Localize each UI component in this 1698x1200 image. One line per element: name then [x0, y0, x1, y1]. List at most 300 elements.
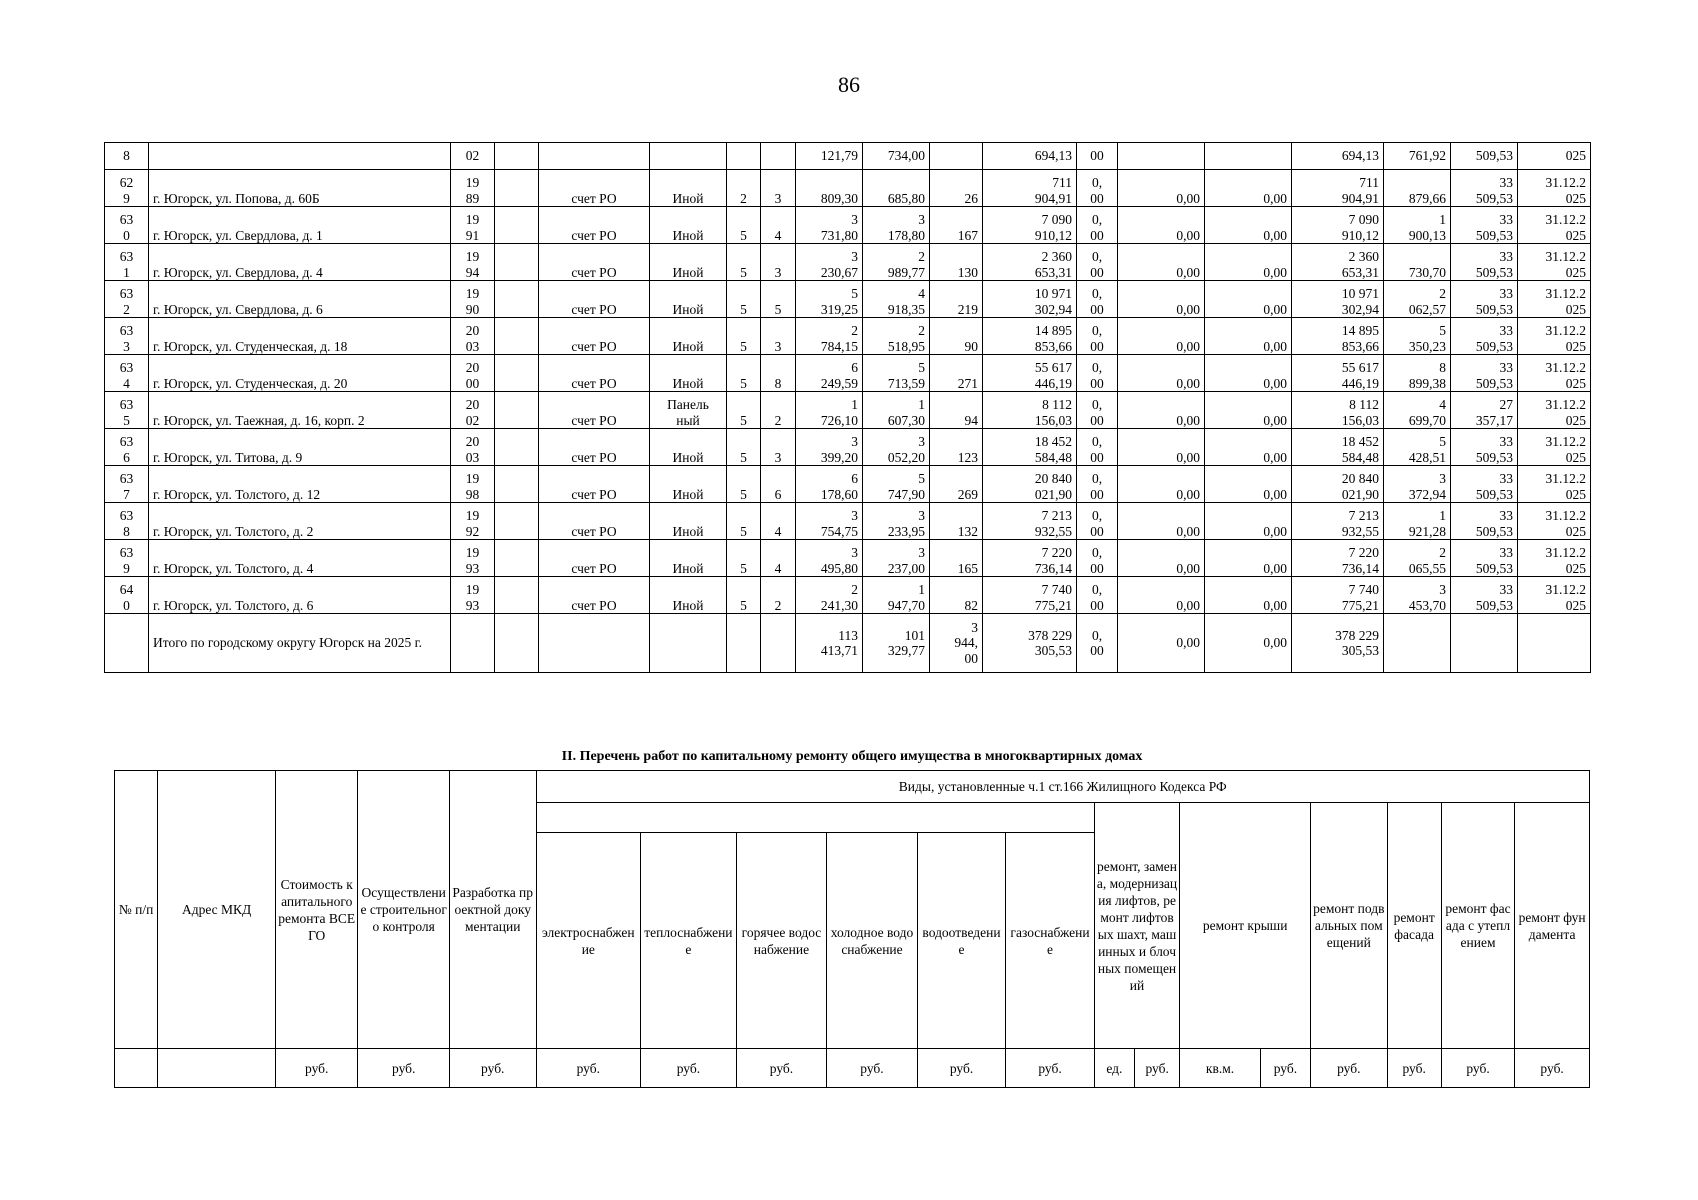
col-facade-header: ремонт фасада — [1387, 803, 1441, 1049]
unit-cell: руб. — [1006, 1049, 1095, 1088]
table-cell: 3 052,20 — [863, 429, 930, 466]
table-cell: 19 93 — [451, 577, 495, 614]
table-cell: 0,00 — [1118, 392, 1205, 429]
table-cell: Иной — [650, 207, 727, 244]
table-cell: 3 372,94 — [1384, 466, 1451, 503]
col-num-header: № п/п — [115, 771, 158, 1049]
col-foundation-header: ремонт фундамента — [1515, 803, 1590, 1049]
table-cell — [539, 614, 650, 673]
table-cell: г. Югорск, ул. Толстого, д. 6 — [149, 577, 451, 614]
table-cell: 0,00 — [1205, 281, 1292, 318]
table-cell: 4 — [761, 503, 796, 540]
table-cell: 31.12.2 025 — [1518, 207, 1591, 244]
table-cell: 31.12.2 025 — [1518, 540, 1591, 577]
table-cell: г. Югорск, ул. Таежная, д. 16, корп. 2 — [149, 392, 451, 429]
table-cell: 378 229 305,53 — [983, 614, 1077, 673]
table-cell: 20 03 — [451, 318, 495, 355]
table-cell: 90 — [930, 318, 983, 355]
table-cell: 10 971 302,94 — [1292, 281, 1384, 318]
unit-cell-blank — [115, 1049, 158, 1088]
table-cell: 3 495,80 — [796, 540, 863, 577]
table-cell: 33 509,53 — [1451, 244, 1518, 281]
table-cell: 5 350,23 — [1384, 318, 1451, 355]
table-row — [105, 466, 1591, 503]
table-cell: счет РО — [539, 281, 650, 318]
table-cell: 4 699,70 — [1384, 392, 1451, 429]
table-cell: счет РО — [539, 577, 650, 614]
unit-cell: ед. — [1094, 1049, 1134, 1088]
table-cell: 5 — [727, 318, 761, 355]
table-cell: 0, 00 — [1077, 318, 1118, 355]
table-cell: 33 509,53 — [1451, 503, 1518, 540]
table-cell: 123 — [930, 429, 983, 466]
table-cell: 3 230,67 — [796, 244, 863, 281]
col-construction-control-header: Осуществление строительного контроля — [358, 771, 450, 1049]
table-cell: 31.12.2 025 — [1518, 318, 1591, 355]
table-cell: 5 — [727, 503, 761, 540]
col-roof-header: ремонт крыши — [1180, 803, 1311, 1049]
table-cell: 63 4 — [105, 355, 149, 392]
table-cell: Иной — [650, 503, 727, 540]
table-cell: 711 904,91 — [1292, 170, 1384, 207]
col-address-header: Адрес МКД — [158, 771, 276, 1049]
table-cell: 2 360 653,31 — [1292, 244, 1384, 281]
table-cell: 20 02 — [451, 392, 495, 429]
table-cell: 63 9 — [105, 540, 149, 577]
table-cell: 5 — [761, 281, 796, 318]
table-cell: 8 112 156,03 — [983, 392, 1077, 429]
table-cell: 0,00 — [1118, 318, 1205, 355]
table-cell: 31.12.2 025 — [1518, 466, 1591, 503]
table-cell: 19 92 — [451, 503, 495, 540]
col-facade-insulation-header: ремонт фасада с утеплением — [1441, 803, 1514, 1049]
table-cell: 82 — [930, 577, 983, 614]
table-cell — [727, 143, 761, 170]
table-cell: Иной — [650, 170, 727, 207]
table-cell: 0,00 — [1118, 466, 1205, 503]
unit-cell: руб. — [1135, 1049, 1180, 1088]
table-cell: 33 509,53 — [1451, 207, 1518, 244]
table-cell: 31.12.2 025 — [1518, 503, 1591, 540]
table-cell: 2 065,55 — [1384, 540, 1451, 577]
table-cell — [1384, 614, 1451, 673]
table-cell: Панель ный — [650, 392, 727, 429]
table-cell: 2 989,77 — [863, 244, 930, 281]
table-cell: 5 713,59 — [863, 355, 930, 392]
table-cell: 63 2 — [105, 281, 149, 318]
table-cell: 879,66 — [1384, 170, 1451, 207]
table-cell — [495, 429, 539, 466]
table-cell: 02 — [451, 143, 495, 170]
table-cell: 0,00 — [1205, 170, 1292, 207]
table-cell: 2 360 653,31 — [983, 244, 1077, 281]
table-cell: 130 — [930, 244, 983, 281]
page-number: 86 — [838, 72, 860, 97]
table-cell: 6 178,60 — [796, 466, 863, 503]
table-cell: 694,13 — [1292, 143, 1384, 170]
table-cell: 14 895 853,66 — [1292, 318, 1384, 355]
table-cell: 5 — [727, 207, 761, 244]
table-cell: г. Югорск, ул. Толстого, д. 4 — [149, 540, 451, 577]
table-cell: 0, 00 — [1077, 577, 1118, 614]
table-cell: Иной — [650, 540, 727, 577]
table-row — [105, 503, 1591, 540]
table-cell: 0,00 — [1205, 577, 1292, 614]
col-drainage-header: водоотведение — [917, 833, 1006, 1049]
table-cell: 0,00 — [1118, 429, 1205, 466]
table-cell: 1 921,28 — [1384, 503, 1451, 540]
table-cell: счет РО — [539, 392, 650, 429]
table-cell — [1205, 143, 1292, 170]
table-cell: 3 233,95 — [863, 503, 930, 540]
table-cell: 269 — [930, 466, 983, 503]
table-cell: 64 0 — [105, 577, 149, 614]
table-cell: 2 — [727, 170, 761, 207]
table-cell: 0, 00 — [1077, 392, 1118, 429]
unit-cell: руб. — [1311, 1049, 1387, 1088]
table-row — [105, 540, 1591, 577]
table-cell: 19 91 — [451, 207, 495, 244]
table-cell: 0, 00 — [1077, 355, 1118, 392]
table-cell: 5 — [727, 244, 761, 281]
table-cell: 378 229 305,53 — [1292, 614, 1384, 673]
table-cell: счет РО — [539, 318, 650, 355]
table-cell — [495, 281, 539, 318]
table-cell: счет РО — [539, 540, 650, 577]
table-row — [105, 355, 1591, 392]
table-cell: 33 509,53 — [1451, 318, 1518, 355]
table-cell: 8 112 156,03 — [1292, 392, 1384, 429]
table-cell: г. Югорск, ул. Студенческая, д. 18 — [149, 318, 451, 355]
table-cell: 63 6 — [105, 429, 149, 466]
table-cell: 7 213 932,55 — [1292, 503, 1384, 540]
table-cell: 7 220 736,14 — [983, 540, 1077, 577]
table-cell: 31.12.2 025 — [1518, 170, 1591, 207]
table-cell: 5 — [727, 281, 761, 318]
table-cell — [1518, 614, 1591, 673]
table-cell: 2 062,57 — [1384, 281, 1451, 318]
table-cell: 1 900,13 — [1384, 207, 1451, 244]
table-cell: 165 — [930, 540, 983, 577]
col-elevators-header: ремонт, замена, модернизация лифтов, ремонт лифтовых шахт, машинных и блочных помещений — [1094, 803, 1180, 1049]
table-cell: 2 518,95 — [863, 318, 930, 355]
registry-table — [104, 142, 1591, 673]
table-cell: г. Югорск, ул. Толстого, д. 12 — [149, 466, 451, 503]
table-cell: 5 — [727, 540, 761, 577]
table-row — [105, 281, 1591, 318]
table-cell: 0,00 — [1118, 614, 1205, 673]
table-cell: счет РО — [539, 429, 650, 466]
table-cell: 4 — [761, 540, 796, 577]
table-cell: 63 1 — [105, 244, 149, 281]
table-row — [105, 392, 1591, 429]
table-cell: г. Югорск, ул. Толстого, д. 2 — [149, 503, 451, 540]
table-cell — [1118, 143, 1205, 170]
table-cell: Иной — [650, 244, 727, 281]
table-cell: 1 726,10 — [796, 392, 863, 429]
table-cell: 63 8 — [105, 503, 149, 540]
table-cell: 94 — [930, 392, 983, 429]
table-cell — [495, 143, 539, 170]
table-cell: 4 918,35 — [863, 281, 930, 318]
col-cold-water-header: холодное водоснабжение — [827, 833, 918, 1049]
table-cell: 20 840 021,90 — [1292, 466, 1384, 503]
table-cell: 694,13 — [983, 143, 1077, 170]
table-cell: 711 904,91 — [983, 170, 1077, 207]
table-cell: 27 357,17 — [1451, 392, 1518, 429]
table-cell: 809,30 — [796, 170, 863, 207]
table-cell: 0,00 — [1205, 355, 1292, 392]
table-cell: 167 — [930, 207, 983, 244]
table-row — [105, 207, 1591, 244]
table-cell: счет РО — [539, 466, 650, 503]
table-cell: 685,80 — [863, 170, 930, 207]
table-cell: 219 — [930, 281, 983, 318]
table-cell: 55 617 446,19 — [983, 355, 1077, 392]
table-cell — [495, 207, 539, 244]
table-cell — [930, 143, 983, 170]
table-cell: 31.12.2 025 — [1518, 281, 1591, 318]
table-cell: 0,00 — [1205, 503, 1292, 540]
table-cell — [105, 614, 149, 673]
table-cell: 33 509,53 — [1451, 577, 1518, 614]
table-cell: 31.12.2 025 — [1518, 244, 1591, 281]
table-cell: 5 — [727, 577, 761, 614]
table-cell: г. Югорск, ул. Титова, д. 9 — [149, 429, 451, 466]
table-cell: Иной — [650, 318, 727, 355]
works-table-title: II. Перечень работ по капитальному ремонту общего имущества в многоквартирных домах — [561, 749, 1143, 764]
col-hot-water-header: горячее водоснабжение — [736, 833, 827, 1049]
table-cell: 113 413,71 — [796, 614, 863, 673]
table-cell — [761, 143, 796, 170]
table-cell: 3 399,20 — [796, 429, 863, 466]
table-cell: 18 452 584,48 — [983, 429, 1077, 466]
table-cell: 63 0 — [105, 207, 149, 244]
table-cell: г. Югорск, ул. Студенческая, д. 20 — [149, 355, 451, 392]
table-cell: 3 — [761, 170, 796, 207]
table-row — [105, 244, 1591, 281]
col-heating-header: теплоснабжение — [641, 833, 737, 1049]
table-cell: счет РО — [539, 207, 650, 244]
table-cell — [539, 143, 650, 170]
table-cell: 00 — [1077, 143, 1118, 170]
table-row — [105, 429, 1591, 466]
unit-cell: руб. — [449, 1049, 536, 1088]
table-cell: 0,00 — [1118, 281, 1205, 318]
table-cell: 19 98 — [451, 466, 495, 503]
total-row — [105, 614, 1591, 673]
table-cell: 0,00 — [1205, 392, 1292, 429]
table-cell — [495, 392, 539, 429]
table-cell: Иной — [650, 429, 727, 466]
table-cell: 63 3 — [105, 318, 149, 355]
table-cell: 730,70 — [1384, 244, 1451, 281]
table-cell: 7 090 910,12 — [1292, 207, 1384, 244]
unit-cell: руб. — [736, 1049, 827, 1088]
table-cell: 8 — [105, 143, 149, 170]
table-cell: 33 509,53 — [1451, 355, 1518, 392]
table-cell: 26 — [930, 170, 983, 207]
table-cell: Иной — [650, 466, 727, 503]
table-cell: Иной — [650, 355, 727, 392]
unit-cell: руб. — [827, 1049, 918, 1088]
unit-cell: руб. — [536, 1049, 641, 1088]
table-cell: 3 — [761, 429, 796, 466]
col-group-header: Виды, установленные ч.1 ст.166 Жилищного Кодекса РФ — [536, 771, 1590, 803]
table-cell — [495, 170, 539, 207]
table-cell: 33 509,53 — [1451, 540, 1518, 577]
table-cell: 0, 00 — [1077, 614, 1118, 673]
table-cell — [495, 503, 539, 540]
table-cell: 0, 00 — [1077, 466, 1118, 503]
unit-cell: руб. — [1441, 1049, 1514, 1088]
table-cell: 31.12.2 025 — [1518, 429, 1591, 466]
table-cell: 025 — [1518, 143, 1591, 170]
table-cell: 0,00 — [1205, 429, 1292, 466]
table-cell: 7 740 775,21 — [1292, 577, 1384, 614]
table-cell: г. Югорск, ул. Свердлова, д. 1 — [149, 207, 451, 244]
table-cell: 0,00 — [1205, 244, 1292, 281]
table-cell: 0,00 — [1205, 207, 1292, 244]
table-cell: 33 509,53 — [1451, 466, 1518, 503]
table-cell: счет РО — [539, 244, 650, 281]
table-cell: 0, 00 — [1077, 429, 1118, 466]
table-cell: 0,00 — [1118, 355, 1205, 392]
table-cell: 5 747,90 — [863, 466, 930, 503]
table-cell: 31.12.2 025 — [1518, 392, 1591, 429]
table-cell: 5 — [727, 429, 761, 466]
table-cell: 62 9 — [105, 170, 149, 207]
table-cell: 31.12.2 025 — [1518, 577, 1591, 614]
table-cell: 132 — [930, 503, 983, 540]
table-cell: 5 — [727, 355, 761, 392]
unit-cell: руб. — [1515, 1049, 1590, 1088]
table-cell: 63 5 — [105, 392, 149, 429]
table-cell: 0,00 — [1118, 577, 1205, 614]
table-cell: г. Югорск, ул. Свердлова, д. 6 — [149, 281, 451, 318]
table-cell: г. Югорск, ул. Попова, д. 60Б — [149, 170, 451, 207]
table-cell: 7 213 932,55 — [983, 503, 1077, 540]
table-cell: 1 947,70 — [863, 577, 930, 614]
table-row — [105, 143, 1591, 170]
table-cell: 2 784,15 — [796, 318, 863, 355]
table-row — [105, 577, 1591, 614]
table-cell — [1451, 614, 1518, 673]
table-cell: 55 617 446,19 — [1292, 355, 1384, 392]
table-cell: 19 94 — [451, 244, 495, 281]
table-cell — [495, 540, 539, 577]
table-cell: 3 237,00 — [863, 540, 930, 577]
table-cell: 4 — [761, 207, 796, 244]
table-cell: Иной — [650, 281, 727, 318]
unit-cell: кв.м. — [1180, 1049, 1260, 1088]
table-cell: 0, 00 — [1077, 503, 1118, 540]
table-cell: Итого по городскому округу Югорск на 2025 г. — [149, 614, 451, 673]
table-cell: 20 00 — [451, 355, 495, 392]
table-cell: 33 509,53 — [1451, 281, 1518, 318]
table-row — [105, 318, 1591, 355]
unit-cell: руб. — [1260, 1049, 1310, 1088]
table-cell — [495, 355, 539, 392]
table-cell: 7 090 910,12 — [983, 207, 1077, 244]
table-cell: 0, 00 — [1077, 207, 1118, 244]
table-cell: 0, 00 — [1077, 281, 1118, 318]
unit-cell: руб. — [917, 1049, 1006, 1088]
table-cell: 0,00 — [1205, 318, 1292, 355]
works-table — [114, 770, 1590, 1088]
table-cell: 3 178,80 — [863, 207, 930, 244]
table-cell: г. Югорск, ул. Свердлова, д. 4 — [149, 244, 451, 281]
col-cost-total-header: Стоимость капитального ремонта ВСЕГО — [275, 771, 357, 1049]
table-cell: 0,00 — [1118, 503, 1205, 540]
table-cell: 19 90 — [451, 281, 495, 318]
table-cell: 0,00 — [1205, 614, 1292, 673]
table-cell: 7 220 736,14 — [1292, 540, 1384, 577]
table-row — [105, 170, 1591, 207]
table-cell: 3 731,80 — [796, 207, 863, 244]
table-cell — [495, 614, 539, 673]
table-cell: 2 — [761, 392, 796, 429]
table-cell: 14 895 853,66 — [983, 318, 1077, 355]
table-cell: 20 03 — [451, 429, 495, 466]
units-row — [115, 1049, 1590, 1088]
unit-cell-blank — [158, 1049, 276, 1088]
table-cell: 19 93 — [451, 540, 495, 577]
table-cell: 121,79 — [796, 143, 863, 170]
table-cell: 20 840 021,90 — [983, 466, 1077, 503]
table-cell: 101 329,77 — [863, 614, 930, 673]
table-cell: 31.12.2 025 — [1518, 355, 1591, 392]
table-cell: 3 — [761, 244, 796, 281]
table-cell: 0,00 — [1118, 540, 1205, 577]
col-utilities-group-header — [536, 803, 1094, 833]
table-cell: 6 — [761, 466, 796, 503]
table-cell — [495, 466, 539, 503]
table-cell: 0,00 — [1118, 207, 1205, 244]
table-cell: 0, 00 — [1077, 540, 1118, 577]
table-cell: Иной — [650, 577, 727, 614]
table-cell — [451, 614, 495, 673]
table-cell: 2 — [761, 577, 796, 614]
table-cell: 19 89 — [451, 170, 495, 207]
table-cell: счет РО — [539, 503, 650, 540]
table-cell: 2 241,30 — [796, 577, 863, 614]
table-cell: 8 — [761, 355, 796, 392]
table-cell: 3 453,70 — [1384, 577, 1451, 614]
col-design-docs-header: Разработка проектной документации — [449, 771, 536, 1049]
table-cell: 0,00 — [1118, 170, 1205, 207]
table-cell: 271 — [930, 355, 983, 392]
table-cell: 5 319,25 — [796, 281, 863, 318]
table-cell: 761,92 — [1384, 143, 1451, 170]
table-cell: 8 899,38 — [1384, 355, 1451, 392]
table-cell — [761, 614, 796, 673]
table-cell: 5 — [727, 466, 761, 503]
table-cell: счет РО — [539, 355, 650, 392]
table-cell — [495, 318, 539, 355]
table-cell: 0, 00 — [1077, 244, 1118, 281]
unit-cell: руб. — [275, 1049, 357, 1088]
table-cell: 18 452 584,48 — [1292, 429, 1384, 466]
table-cell — [495, 577, 539, 614]
table-cell: 3 944, 00 — [930, 614, 983, 673]
table-cell — [650, 614, 727, 673]
table-cell: 1 607,30 — [863, 392, 930, 429]
table-cell: 10 971 302,94 — [983, 281, 1077, 318]
table-cell: 5 428,51 — [1384, 429, 1451, 466]
col-electricity-header: электроснабжение — [536, 833, 641, 1049]
col-gas-header: газоснабжение — [1006, 833, 1095, 1049]
